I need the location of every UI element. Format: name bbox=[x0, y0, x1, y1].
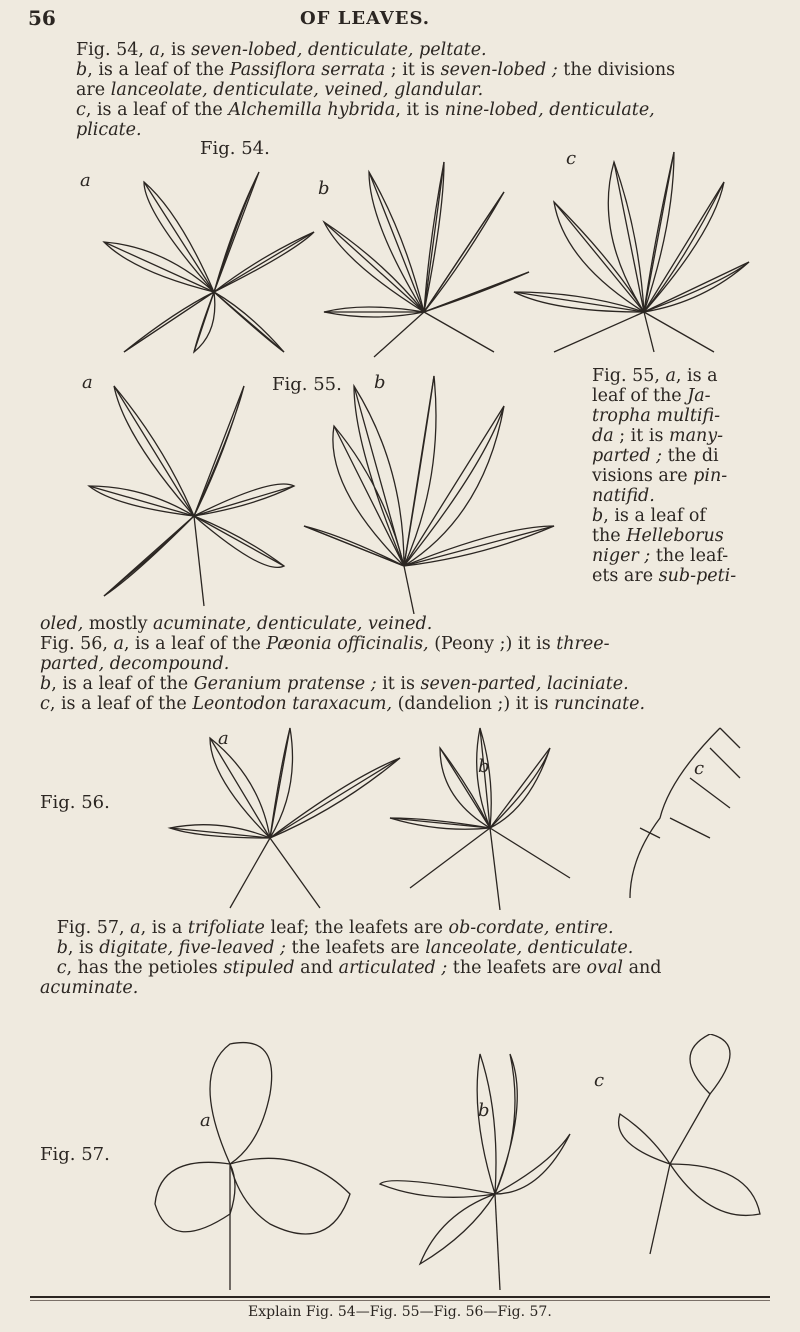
fig57-letter-a: a bbox=[200, 1110, 211, 1131]
fig57-letter-c: c bbox=[594, 1070, 605, 1091]
fig55-plate bbox=[84, 366, 584, 614]
fig54-label: Fig. 54. bbox=[200, 138, 270, 159]
leaf-c-drawing bbox=[619, 1034, 760, 1254]
fig55-letter-a: a bbox=[82, 372, 93, 393]
leaf-c-drawing bbox=[630, 728, 740, 898]
fig54-plate bbox=[84, 142, 760, 362]
fig56-plate bbox=[150, 718, 760, 910]
fig57-description: Fig. 57, a, is a trifoliate leaf; the leafets are ob-cordate, entire. b, is digitate, five-leaved ; the leafets are lanceolate, denticulate. c, has the petioles stipuled and articulated ; the leafets are oval and acuminate. bbox=[40, 918, 662, 998]
leaf-b-drawing bbox=[324, 162, 529, 357]
fig57-illustration bbox=[150, 1034, 762, 1290]
leaf-c-drawing bbox=[514, 152, 749, 352]
fig57-label: Fig. 57. bbox=[40, 1144, 110, 1165]
leaf-b-drawing bbox=[304, 376, 554, 614]
fig56-description: oled, mostly acuminate, denticulate, veined. Fig. 56, a, is a leaf of the Pæonia officinalis, (Peony ;) it is three- parted, decompound. b, is a leaf of the Geranium pratense ; it is seven-parted, laciniate. c, is a leaf of the Leontodon taraxacum, (dandelion ;) it is runcinate. bbox=[40, 614, 646, 714]
footer-rule-thin bbox=[30, 1300, 770, 1301]
fig56-label: Fig. 56. bbox=[40, 792, 110, 813]
page-header bbox=[0, 4, 800, 30]
running-head: OF LEAVES. bbox=[300, 8, 431, 29]
fig57-plate bbox=[150, 1034, 762, 1290]
fig56-illustration bbox=[150, 718, 760, 910]
footer-caption: Explain Fig. 54—Fig. 55—Fig. 56—Fig. 57. bbox=[248, 1304, 552, 1320]
leaf-a-drawing bbox=[170, 728, 400, 908]
fig54-illustration bbox=[84, 142, 760, 362]
leaf-a-drawing bbox=[155, 1043, 350, 1290]
leaf-a-drawing bbox=[104, 172, 314, 352]
page-number: 56 bbox=[28, 6, 56, 30]
fig55-illustration bbox=[84, 366, 584, 614]
fig55-letter-b: b bbox=[374, 372, 386, 393]
fig54-letter-a: a bbox=[80, 170, 91, 191]
fig56-letter-b: b bbox=[478, 756, 490, 777]
fig55-side-description: Fig. 55, a, is a leaf of the Ja- tropha multifi- da ; it is many- parted ; the di visions are pin- natifid. b, is a leaf of the Helleborus niger ; the leaf- ets are sub-peti- bbox=[592, 366, 737, 586]
leaf-b-drawing bbox=[380, 1054, 570, 1290]
footer-rule bbox=[30, 1296, 770, 1298]
leaf-a-drawing bbox=[89, 386, 294, 606]
fig56-letter-c: c bbox=[694, 758, 705, 779]
fig54-letter-b: b bbox=[318, 178, 330, 199]
fig57-letter-b: b bbox=[478, 1100, 490, 1121]
fig54-letter-c: c bbox=[566, 148, 577, 169]
fig56-letter-a: a bbox=[218, 728, 229, 749]
fig55-label: Fig. 55. bbox=[272, 374, 342, 395]
fig54-description: Fig. 54, a, is seven-lobed, denticulate, peltate. b, is a leaf of the Passiflora serrata ; it is seven-lobed ; the divisions are lanceolate, denticulate, veined, glandular. c, is a leaf of the Alchemilla hybrida, it is nine-lobed, denticulate, plicate. bbox=[76, 40, 676, 140]
